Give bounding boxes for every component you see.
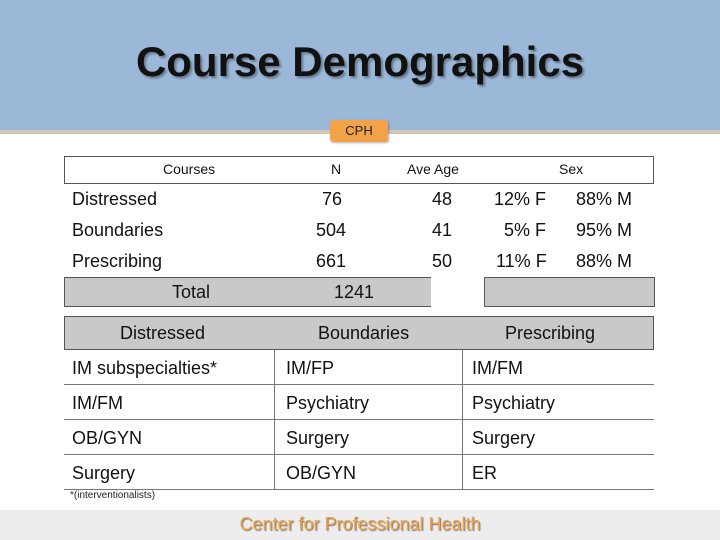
course-n: 76 <box>322 189 343 209</box>
course-name: Boundaries <box>72 220 164 240</box>
course-male: 88% M <box>576 251 633 271</box>
column-divider <box>462 385 463 419</box>
total-label-cell <box>64 277 362 307</box>
boundaries-specialty: IM/FP <box>286 358 334 378</box>
demographics-table <box>64 156 654 307</box>
course-name: Distressed <box>72 189 158 209</box>
course-n: 661 <box>316 251 347 271</box>
specialties-header-row <box>64 316 654 350</box>
distressed-specialty: OB/GYN <box>72 428 143 448</box>
column-divider <box>274 350 275 384</box>
table-row <box>64 385 654 420</box>
specialties-table <box>64 316 654 490</box>
column-divider <box>274 455 275 489</box>
course-age: 50 <box>432 251 453 271</box>
distressed-specialty: Surgery <box>72 463 136 483</box>
distressed-specialty: IM/FM <box>72 393 123 413</box>
header-n: N <box>331 161 342 177</box>
course-female: 5% F <box>504 220 547 240</box>
header-boundaries: Boundaries <box>318 323 410 343</box>
course-male: 88% M <box>576 189 633 209</box>
prescribing-specialty: IM/FM <box>472 358 523 378</box>
header-prescribing: Prescribing <box>505 323 596 343</box>
footnote: *(interventionalists) <box>70 490 156 501</box>
column-divider <box>462 350 463 384</box>
course-female: 11% F <box>496 251 547 271</box>
column-divider <box>274 420 275 454</box>
course-name: Prescribing <box>72 251 163 271</box>
header-distressed: Distressed <box>120 323 206 343</box>
course-male: 95% M <box>576 220 633 240</box>
distressed-specialty: IM subspecialties* <box>72 358 218 378</box>
header-courses: Courses <box>163 161 216 177</box>
header-ave-age: Ave Age <box>407 161 459 177</box>
table-row <box>64 215 654 246</box>
table-row <box>64 350 654 385</box>
course-age: 48 <box>432 189 453 209</box>
footer-text: Center for Professional Health <box>239 514 481 534</box>
slide-title: Course Demographics <box>135 38 585 85</box>
total-value: 1241 <box>334 282 375 302</box>
table-row <box>64 420 654 455</box>
prescribing-specialty: ER <box>472 463 498 483</box>
course-age: 41 <box>432 220 453 240</box>
column-divider <box>274 385 275 419</box>
header-sex: Sex <box>559 161 584 177</box>
total-sex-cell <box>484 277 655 307</box>
table-row <box>64 455 654 490</box>
column-divider <box>462 420 463 454</box>
table-row <box>64 246 654 277</box>
prescribing-specialty: Surgery <box>472 428 536 448</box>
course-n: 504 <box>316 220 347 240</box>
boundaries-specialty: OB/GYN <box>286 463 357 483</box>
boundaries-specialty: Surgery <box>286 428 350 448</box>
cph-badge: CPH <box>330 120 388 142</box>
table-header-row <box>64 156 654 184</box>
boundaries-specialty: Psychiatry <box>286 393 370 413</box>
course-female: 12% F <box>494 189 547 209</box>
total-row <box>64 277 654 307</box>
prescribing-specialty: Psychiatry <box>472 393 556 413</box>
total-label: Total <box>172 282 211 302</box>
column-divider <box>462 455 463 489</box>
table-row <box>64 184 654 215</box>
